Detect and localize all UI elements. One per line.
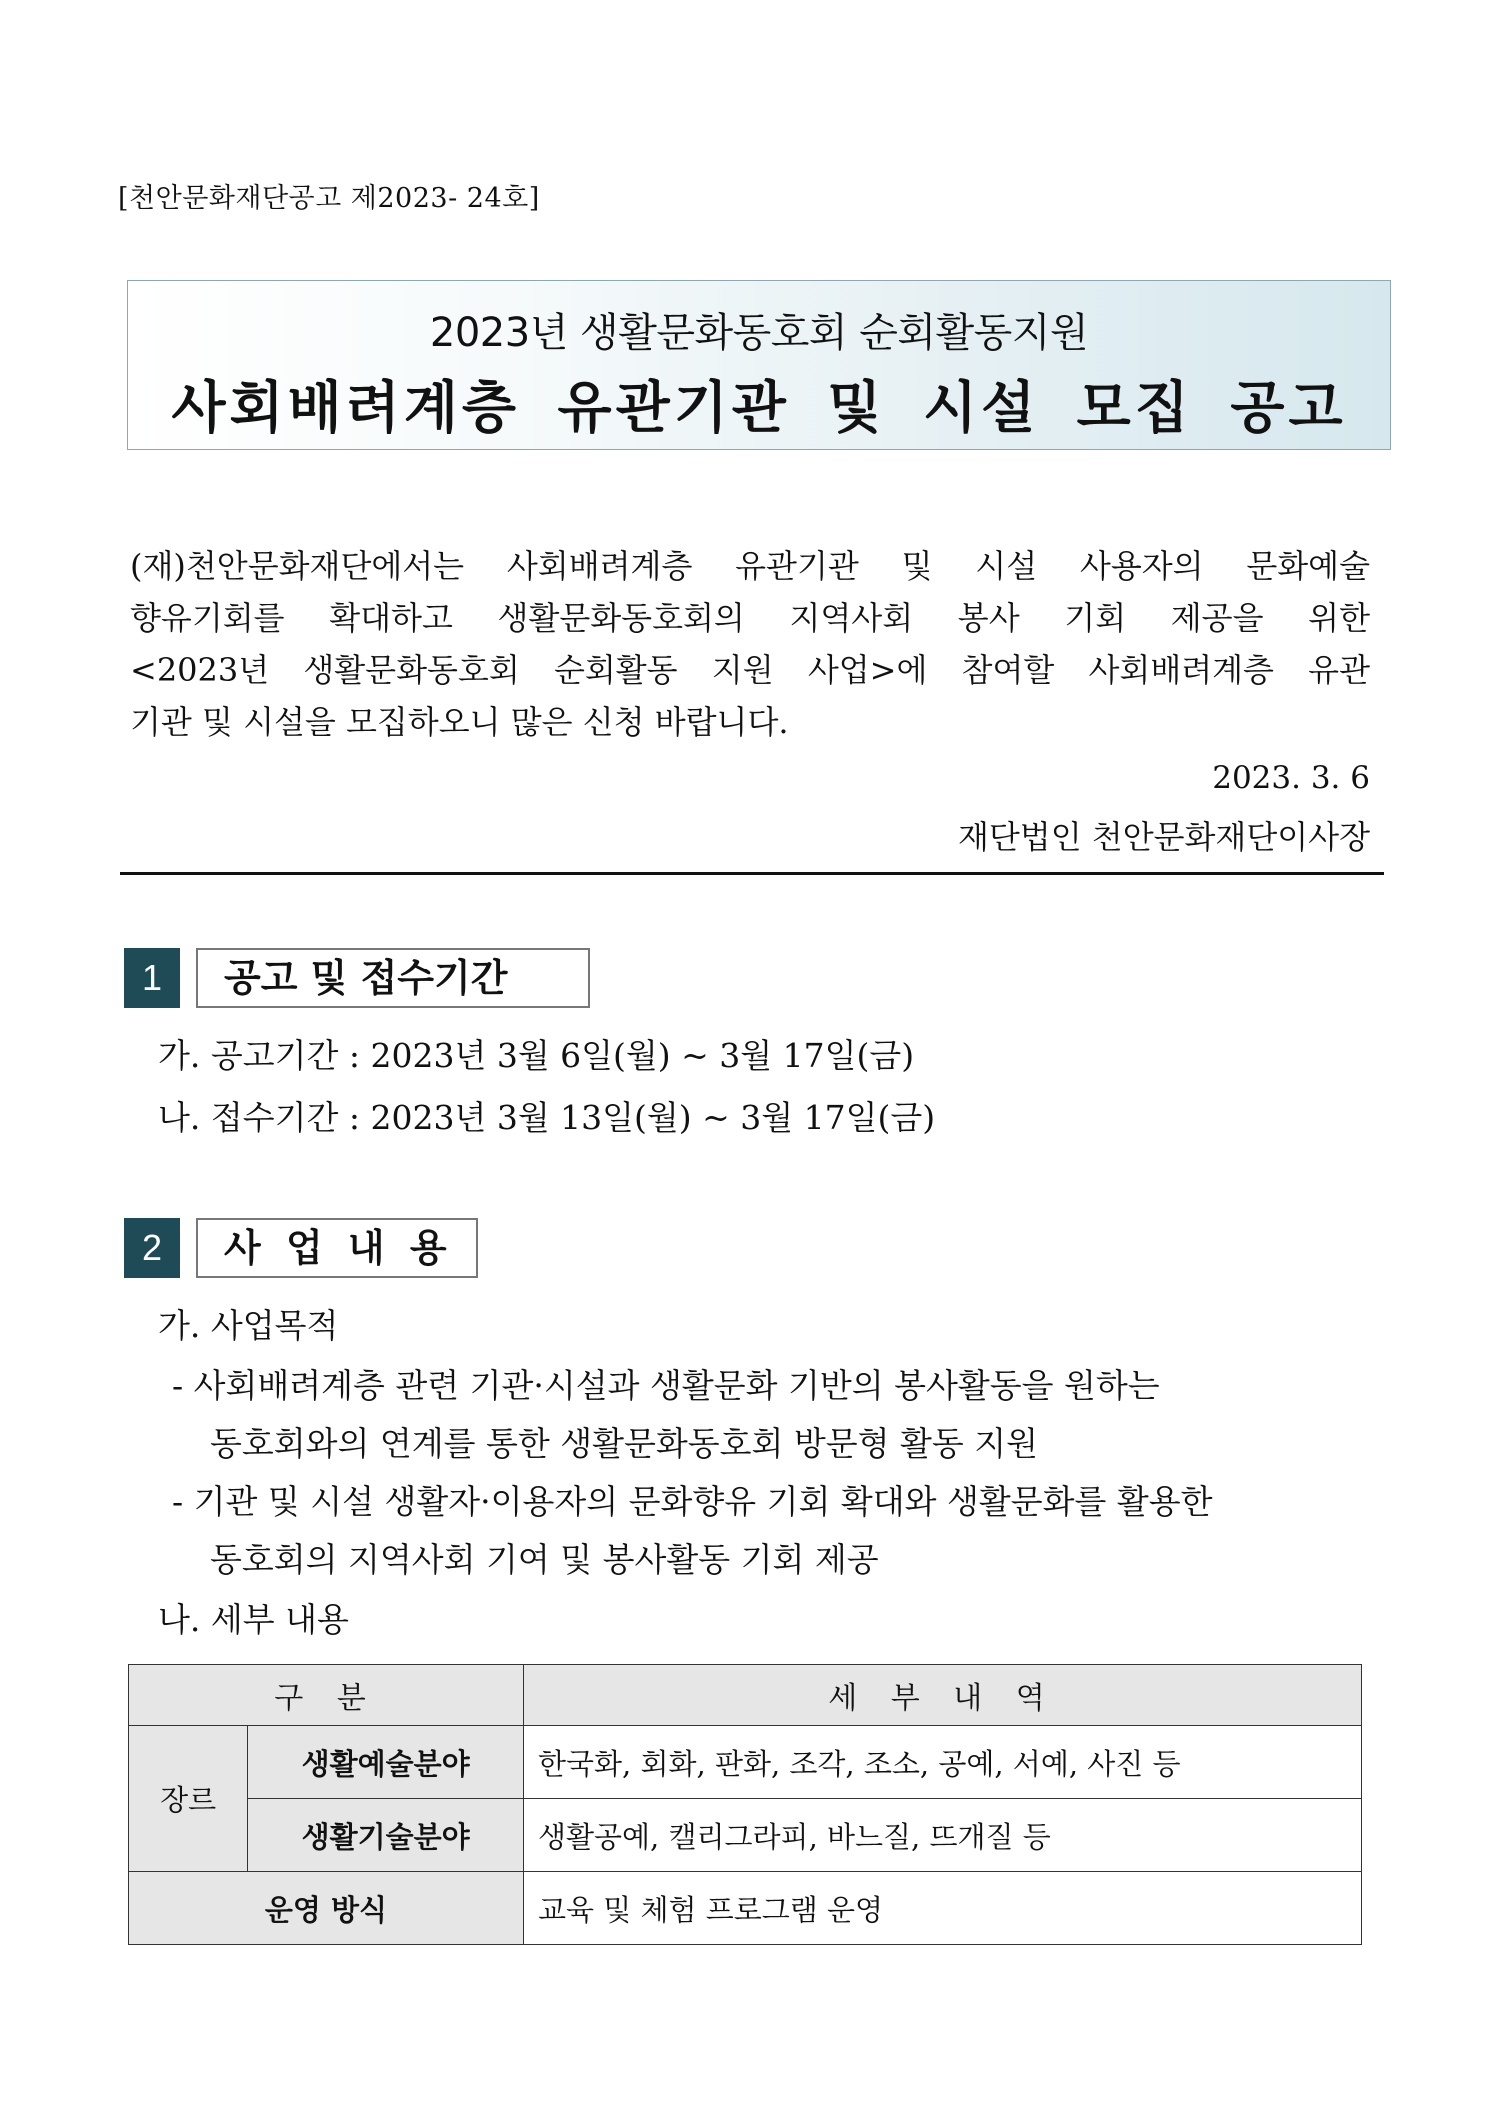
section1-number: 1 — [124, 948, 180, 1008]
section1-title: 공고 및 접수기간 — [196, 948, 590, 1008]
table-row — [129, 1726, 1362, 1799]
notice-number: [천안문화재단공고 제2023- 24호] — [118, 183, 540, 214]
row-subcategory: 생활예술분야 — [248, 1726, 524, 1799]
row-detail: 생활공예, 캘리그라피, 바느질, 뜨개질 등 — [524, 1799, 1362, 1872]
row-detail: 한국화, 회화, 판화, 조각, 조소, 공예, 서예, 사진 등 — [524, 1726, 1362, 1799]
purpose-item-line: - 기관 및 시설 생활자·이용자의 문화향유 기회 확대와 생활문화를 활용한 — [172, 1482, 1213, 1521]
title-subtitle: 2023년 생활문화동호회 순회활동지원 — [429, 310, 1089, 356]
header-category: 구 분 — [129, 1665, 524, 1726]
intro-line: 향유기회를 확대하고 생활문화동호회의 지역사회 봉사 기회 제공을 위한 — [130, 599, 1370, 637]
organization-name: 재단법인 천안문화재단이사장 — [957, 818, 1370, 856]
detail-heading: 나. 세부 내용 — [158, 1600, 349, 1639]
title-box — [127, 280, 1391, 450]
header-detail: 세 부 내 역 — [524, 1665, 1362, 1726]
section1-item: 나. 접수기간 : 2023년 3월 13일(월) ~ 3월 17일(금) — [158, 1098, 936, 1137]
intro-paragraph — [130, 540, 1370, 748]
divider — [120, 872, 1384, 875]
table-row — [129, 1872, 1362, 1945]
genre-label: 장르 — [129, 1726, 248, 1872]
intro-line: 기관 및 시설을 모집하오니 많은 신청 바랍니다. — [130, 703, 789, 741]
intro-line: (재)천안문화재단에서는 사회배려계층 유관기관 및 시설 사용자의 문화예술 — [130, 547, 1370, 585]
notice-date: 2023. 3. 6 — [1212, 760, 1370, 796]
purpose-item-line: 동호회와의 연계를 통한 생활문화동호회 방문형 활동 지원 — [210, 1424, 1039, 1463]
row-subcategory: 생활기술분야 — [248, 1799, 524, 1872]
table-row — [129, 1799, 1362, 1872]
section2-number: 2 — [124, 1218, 180, 1278]
title-main: 사회배려계층 유관기관 및 시설 모집 공고 — [171, 375, 1347, 441]
purpose-item-line: 동호회의 지역사회 기여 및 봉사활동 기회 제공 — [210, 1540, 879, 1579]
operation-detail: 교육 및 체험 프로그램 운영 — [524, 1872, 1362, 1945]
table-header-row — [129, 1665, 1362, 1726]
operation-label: 운영 방식 — [129, 1872, 524, 1945]
detail-table — [128, 1664, 1362, 1945]
purpose-heading: 가. 사업목적 — [158, 1306, 339, 1345]
section1-item: 가. 공고기간 : 2023년 3월 6일(월) ~ 3월 17일(금) — [158, 1036, 915, 1075]
section2-title: 사 업 내 용 — [196, 1218, 478, 1278]
intro-line: <2023년 생활문화동호회 순회활동 지원 사업>에 참여할 사회배려계층 유관 — [130, 651, 1370, 689]
purpose-item-line: - 사회배려계층 관련 기관·시설과 생활문화 기반의 봉사활동을 원하는 — [172, 1366, 1160, 1405]
